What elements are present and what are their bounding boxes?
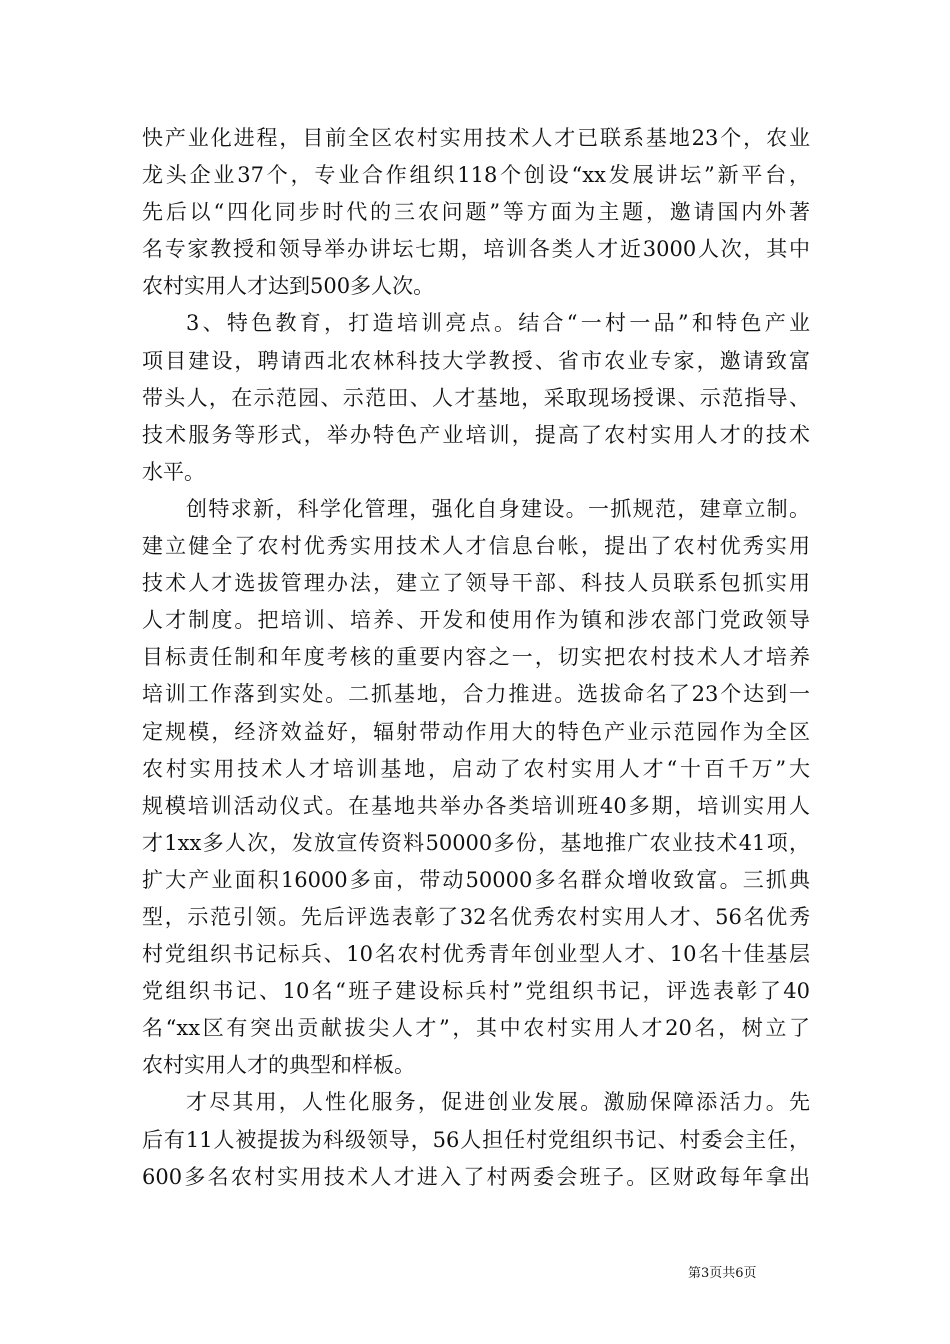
text-line: 农村实用人才的典型和样板。 (142, 1053, 415, 1078)
text-line: 村党组织书记标兵、10名农村优秀青年创业型人才、10名十佳基层 (142, 942, 810, 967)
text-line: 技术人才选拔管理办法，建立了领导干部、科技人员联系包抓实用 (142, 571, 810, 596)
text-line: 农村实用人才达到500多人次。 (142, 274, 435, 299)
text-line: 才尽其用，人性化服务，促进创业发展。激励保障添活力。先 (186, 1090, 810, 1115)
text-line: 龙头企业37个，专业合作组织118个创设“xx发展讲坛”新平台， (142, 163, 810, 188)
text-line: 快产业化进程，目前全区农村实用技术人才已联系基地23个，农业 (142, 126, 810, 150)
paragraph (142, 120, 810, 305)
text-line: 创特求新，科学化管理，强化自身建设。一抓规范，建章立制。 (186, 496, 810, 521)
document-body (142, 120, 810, 1196)
text-line: 扩大产业面积16000多亩，带动50000多名群众增收致富。三抓典 (142, 867, 810, 892)
paragraph (142, 1084, 810, 1195)
page-number-footer: 第3页共6页 (688, 1266, 757, 1281)
text-line: 型，示范引领。先后评选表彰了32名优秀农村实用人才、56名优秀 (142, 904, 810, 929)
text-line: 党组织书记、10名“班子建设标兵村”党组织书记，评选表彰了40 (142, 979, 810, 1004)
text-line: 培训工作落到实处。二抓基地，合力推进。选拔命名了23个达到一 (142, 682, 810, 707)
text-line: 定规模，经济效益好，辐射带动作用大的特色产业示范园作为全区 (142, 719, 810, 744)
text-line: 农村实用技术人才培训基地，启动了农村实用人才“十百千万”大 (142, 756, 810, 781)
text-line: 先后以“四化同步时代的三农问题”等方面为主题，邀请国内外著 (142, 200, 810, 225)
text-line: 3、特色教育，打造培训亮点。结合“一村一品”和特色产业 (186, 311, 810, 336)
text-line: 规模培训活动仪式。在基地共举办各类培训班40多期，培训实用人 (142, 793, 810, 818)
text-line: 项目建设，聘请西北农林科技大学教授、省市农业专家，邀请致富 (142, 348, 810, 373)
text-line: 名专家教授和领导举办讲坛七期，培训各类人才近3000人次，其中 (142, 237, 810, 262)
paragraph (142, 305, 810, 490)
text-line: 技术服务等形式，举办特色产业培训，提高了农村实用人才的技术 (142, 422, 810, 447)
text-line: 带头人，在示范园、示范田、人才基地，采取现场授课、示范指导、 (142, 385, 810, 410)
text-line: 人才制度。把培训、培养、开发和使用作为镇和涉农部门党政领导 (142, 608, 810, 633)
paragraph (142, 491, 810, 1085)
text-line: 才1xx多人次，发放宣传资料50000多份，基地推广农业技术41项， (142, 830, 810, 855)
text-line: 目标责任制和年度考核的重要内容之一，切实把农村技术人才培养 (142, 645, 810, 670)
text-line: 水平。 (142, 459, 205, 484)
text-line: 后有11人被提拔为科级领导，56人担任村党组织书记、村委会主任， (142, 1127, 810, 1152)
text-line: 建立健全了农村优秀实用技术人才信息台帐，提出了农村优秀实用 (142, 534, 810, 559)
text-line: 600多名农村实用技术人才进入了村两委会班子。区财政每年拿出 (142, 1164, 810, 1189)
text-line: 名“xx区有突出贡献拔尖人才”，其中农村实用人才20名，树立了 (142, 1016, 810, 1041)
